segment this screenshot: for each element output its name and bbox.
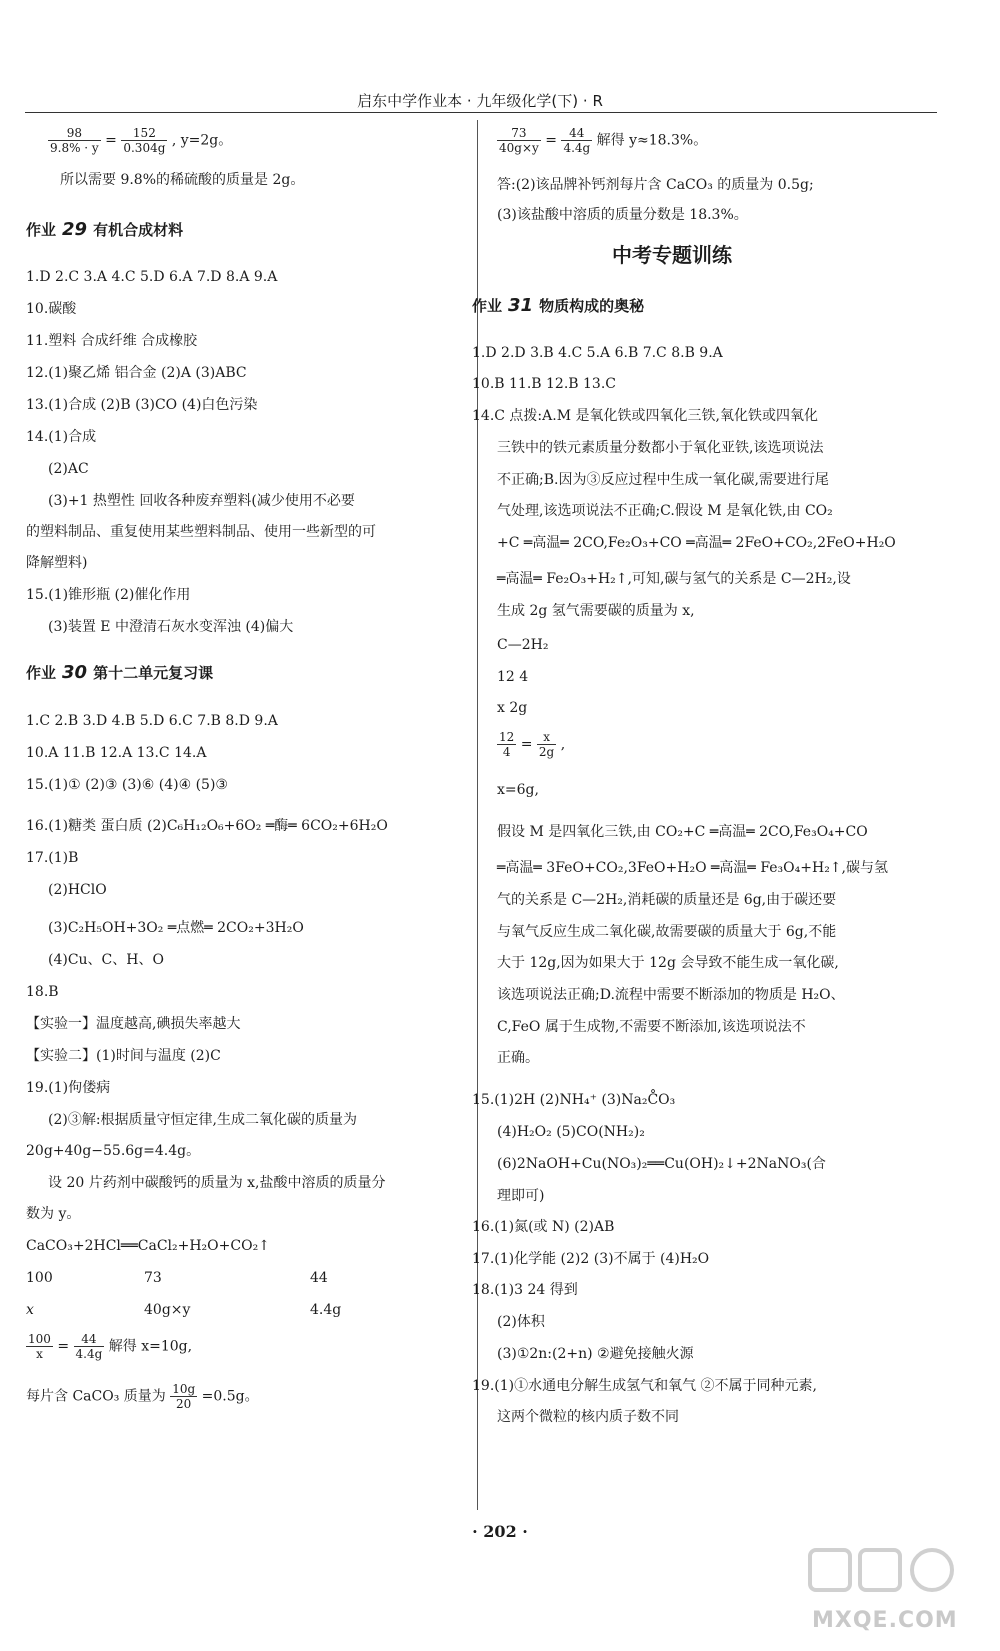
answer-line: C,FeO 属于生成物,不需要不断添加,该选项说法不 <box>497 1019 806 1035</box>
answer-line: 【实验一】温度越高,碘损失率越大 <box>26 1016 241 1032</box>
answer-line: (4)H₂O₂ (5)CO(NH₂)₂ <box>497 1124 645 1140</box>
answer-line: 20g+40g−55.6g=4.4g。 <box>26 1143 201 1159</box>
equation-value: 44 <box>310 1270 328 1286</box>
fraction: $\frac{152}{0.304g}$ <box>123 126 166 155</box>
column-divider <box>477 120 478 1510</box>
fraction: $\frac{x}{2g}$ <box>538 730 555 759</box>
answer-line: 18.B <box>26 984 59 1000</box>
fraction: $\frac{98}{9.8\% \cdot y}$ <box>50 126 99 155</box>
answer-line: 与氧气反应生成二氧化碳,故需要碳的质量大于 6g,不能 <box>497 924 837 940</box>
answer-line: (2)HClO <box>48 882 107 898</box>
answer-line: 1.D 2.C 3.A 4.C 5.D 6.A 7.D 8.A 9.A <box>26 269 278 285</box>
answer-line: 17.(1)B <box>26 850 79 866</box>
answer-line: 15.(1)锥形瓶 (2)催化作用 <box>26 587 191 603</box>
fraction: $\frac{100}{x}$ <box>28 1332 51 1361</box>
answer-line: 10.A 11.B 12.A 13.C 14.A <box>26 745 207 761</box>
answer-line: 该选项说法正确;D.流程中需要不断添加的物质是 H₂O、 <box>497 987 845 1003</box>
answer-line: 19.(1)①水通电分解生成氢气和氧气 ②不属于同种元素, <box>472 1378 817 1394</box>
equation-line: $\frac{12}{4}$ = $\frac{x}{2g}$ , <box>499 730 566 759</box>
answer-line: 三铁中的铁元素质量分数都小于氧化亚铁,该选项说法 <box>497 440 824 456</box>
answer-line: 大于 12g,因为如果大于 12g 会导致不能生成一氧化碳, <box>497 955 839 971</box>
answer-line: (2)③解:根据质量守恒定律,生成二氧化碳的质量为 <box>48 1112 357 1128</box>
answer-line: 10.B 11.B 12.B 13.C <box>472 376 616 392</box>
equation-line: $\frac{98}{9.8\% \cdot y}$ = $\frac{152}{0.304g}$ , y=2g。 <box>50 126 233 155</box>
answer-line: ═高温═ 3FeO+CO₂,3FeO+H₂O ═高温═ Fe₃O₄+H₂↑,碳与氢 <box>497 860 888 876</box>
equation-value: 40g×y <box>144 1302 191 1318</box>
answer-line: 理即可) <box>497 1188 545 1204</box>
answer-line: 1.D 2.D 3.B 4.C 5.A 6.B 7.C 8.B 9.A <box>472 345 723 361</box>
answer-line: (3)+1 热塑性 回收各种废弃塑料(减少使用不必要 <box>48 493 355 509</box>
answer-line: (4)Cu、C、H、O <box>48 952 164 968</box>
fraction: $\frac{12}{4}$ <box>499 730 515 759</box>
answer-line: 气处理,该选项说法不正确;C.假设 M 是氧化铁,由 CO₂ <box>497 503 833 519</box>
answer-line: 16.(1)氮(或 N) (2)AB <box>472 1219 615 1235</box>
answer-line: 数为 y。 <box>26 1206 81 1222</box>
answer-line: 12.(1)聚乙烯 铝合金 (2)A (3)ABC <box>26 365 247 381</box>
equation-line: $\frac{73}{40g\times y}$ = $\frac{44}{4.4g}$ 解得 y≈18.3%。 <box>499 126 708 155</box>
answer-line: 的塑料制品、重复使用某些塑料制品、使用一些新型的可 <box>26 524 376 540</box>
answer-line: 18.(1)3 24 得到 <box>472 1282 578 1298</box>
answer-line: 13.(1)合成 (2)B (3)CO (4)白色污染 <box>26 397 258 413</box>
answer-line: 气的关系是 C—2H₂,消耗碳的质量还是 6g,由于碳还要 <box>497 892 837 908</box>
answer-line: (2)AC <box>48 461 89 477</box>
answer-line: 正确。 <box>497 1050 539 1066</box>
answer-line: 19.(1)佝偻病 <box>26 1080 111 1096</box>
fraction: $\frac{73}{40g\times y}$ <box>499 126 539 155</box>
fraction: $\frac{44}{4.4g}$ <box>563 126 591 155</box>
watermark-text: MXQE.COM <box>812 1608 958 1633</box>
answer-line: 15.(1)2H (2)NH₄⁺ (3)Na₂C̊O₃ <box>472 1092 676 1108</box>
answer-line: 这两个微粒的核内质子数不同 <box>497 1409 679 1425</box>
text-line: 所以需要 9.8%的稀硫酸的质量是 2g。 <box>60 172 305 188</box>
answer-line: +C ═高温═ 2CO,Fe₂O₃+CO ═高温═ 2FeO+CO₂,2FeO+H₂O <box>497 535 896 551</box>
answer-line: 生成 2g 氢气需要碳的质量为 x, <box>497 603 695 619</box>
answer-line: (3)①2n:(2+n) ②避免接触火源 <box>497 1346 694 1362</box>
page-number: · 202 · <box>472 1522 528 1541</box>
answer-line: (3)C₂H₅OH+3O₂ ═点燃═ 2CO₂+3H₂O <box>48 920 304 936</box>
answer-line: 【实验二】(1)时间与温度 (2)C <box>26 1048 221 1064</box>
answer-line: 16.(1)糖类 蛋白质 (2)C₆H₁₂O₆+6O₂ ═酶═ 6CO₂+6H₂O <box>26 818 388 834</box>
special-heading: 中考专题训练 <box>612 243 732 267</box>
answer-line: ═高温═ Fe₂O₃+H₂↑,可知,碳与氢气的关系是 C—2H₂,设 <box>497 571 851 587</box>
text-line: (3)该盐酸中溶质的质量分数是 18.3%。 <box>497 207 748 223</box>
answer-line: x=6g, <box>497 782 539 798</box>
answer-line: 12 4 <box>497 669 529 685</box>
header-rule <box>25 112 937 113</box>
answer-line: 14.(1)合成 <box>26 429 97 445</box>
answer-line: C—2H₂ <box>497 637 549 653</box>
section-heading-31: 作业 31 物质构成的奥秘 <box>472 295 645 316</box>
answer-line: 15.(1)① (2)③ (3)⑥ (4)④ (5)③ <box>26 777 228 793</box>
equation-value: 73 <box>144 1270 162 1286</box>
equation-line: $\frac{100}{x}$ = $\frac{44}{4.4g}$ 解得 x=10g, <box>28 1332 193 1361</box>
answer-line: 假设 M 是四氧化三铁,由 CO₂+C ═高温═ 2CO,Fe₃O₄+CO <box>497 824 868 840</box>
section-heading-30: 作业 30 第十二单元复习课 <box>26 662 214 683</box>
equation-value: 100 <box>26 1270 53 1286</box>
fraction: $\frac{44}{4.4g}$ <box>75 1332 103 1361</box>
answer-line: x 2g <box>497 700 528 716</box>
equation-line: CaCO₃+2HCl══CaCl₂+H₂O+CO₂↑ <box>26 1238 270 1254</box>
page-header: 启东中学作业本 · 九年级化学(下) · R <box>357 92 603 110</box>
answer-line: 设 20 片药剂中碳酸钙的质量为 x,盐酸中溶质的质量分 <box>48 1175 386 1191</box>
answer-line: 11.塑料 合成纤维 合成橡胶 <box>26 333 198 349</box>
answer-line: (6)2NaOH+Cu(NO₃)₂══Cu(OH)₂↓+2NaNO₃(合 <box>497 1156 826 1172</box>
equation-line: 每片含 CaCO₃ 质量为 $\frac{10g}{20}$ =0.5g。 <box>26 1382 259 1411</box>
text-line: 答:(2)该品牌补钙剂每片含 CaCO₃ 的质量为 0.5g; <box>497 177 814 193</box>
equation-value: 4.4g <box>310 1302 342 1318</box>
answer-line: 降解塑料) <box>26 555 88 571</box>
fraction: $\frac{10g}{20}$ <box>172 1382 196 1411</box>
answer-line: 17.(1)化学能 (2)2 (3)不属于 (4)H₂O <box>472 1251 710 1267</box>
answer-line: 不正确;B.因为③反应过程中生成一氧化碳,需要进行尾 <box>497 472 829 488</box>
answer-line: 1.C 2.B 3.D 4.B 5.D 6.C 7.B 8.D 9.A <box>26 713 278 729</box>
equation-value: x <box>26 1302 34 1318</box>
answer-line: 14.C 点拨:A.M 是氧化铁或四氧化三铁,氧化铁或四氧化 <box>472 408 818 424</box>
answer-line: (2)体积 <box>497 1314 545 1330</box>
section-heading-29: 作业 29 有机合成材料 <box>26 219 184 240</box>
answer-line: 10.碳酸 <box>26 301 77 317</box>
answer-line: (3)装置 E 中澄清石灰水变浑浊 (4)偏大 <box>48 619 294 635</box>
